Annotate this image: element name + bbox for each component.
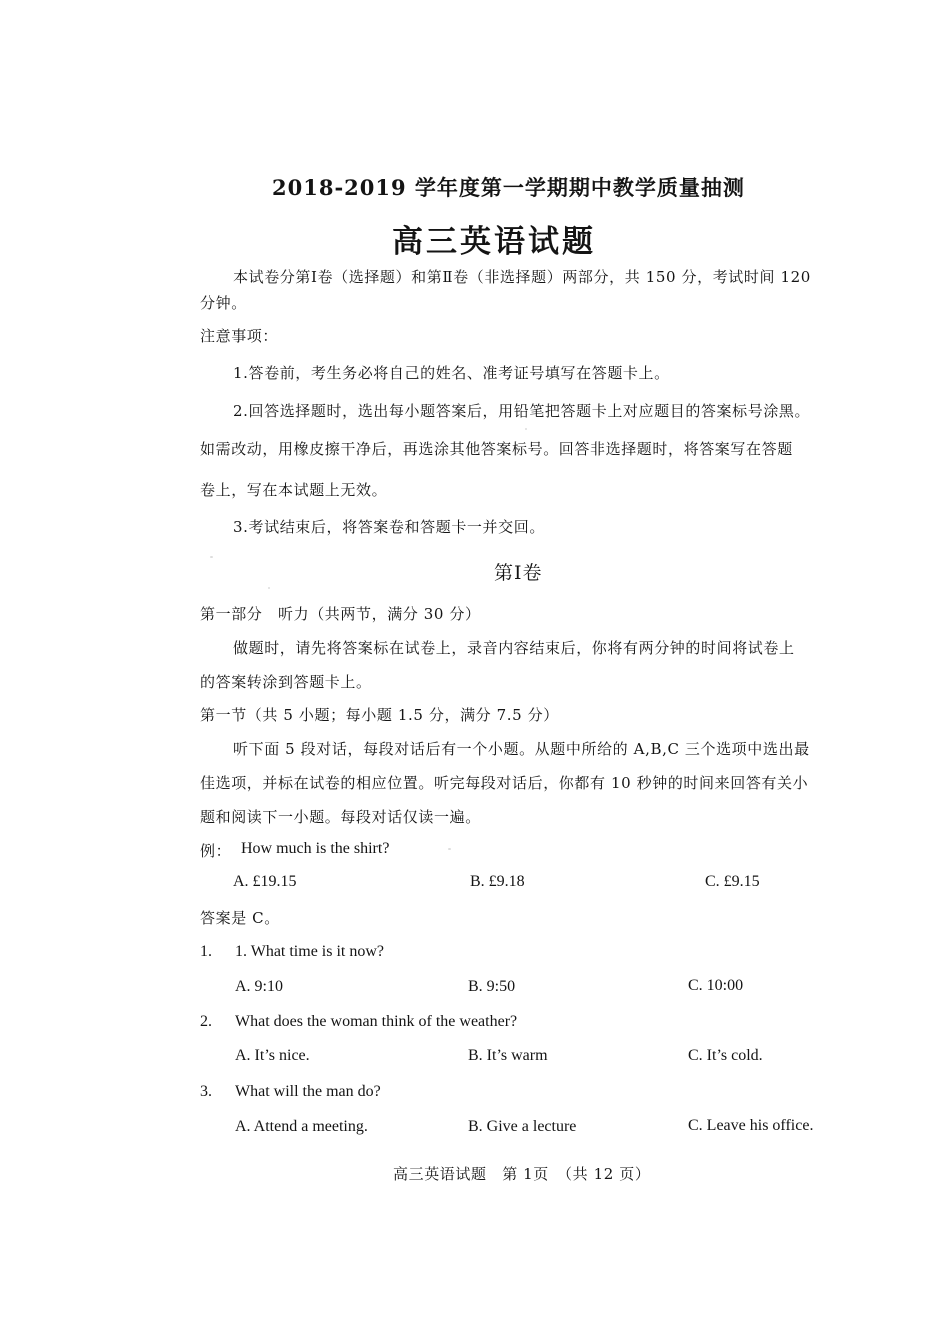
question-2-option-a: A. It’s nice. (235, 1047, 310, 1064)
section1-heading: 第一节（共 5 小题；每小题 1.5 分，满分 7.5 分） (200, 706, 559, 724)
section1-desc-line-2: 佳选项，并标在试卷的相应位置。听完每段对话后，你都有 10 秒钟的时间来回答有关小 (200, 774, 809, 792)
note-item-2-line-2: 如需改动，用橡皮擦干净后，再选涂其他答案标号。回答非选择题时，将答案写在答题 (200, 440, 793, 458)
part1-heading: 第一部分 听力（共两节，满分 30 分） (200, 605, 481, 623)
exam-year-title: 2018-2019 学年度第一学期期中教学质量抽测 (272, 175, 745, 200)
scan-speck (448, 848, 451, 850)
page-footer: 高三英语试题 第 1页 （共 12 页） (393, 1165, 651, 1183)
volume-heading: 第Ⅰ卷 (494, 562, 543, 584)
section1-desc-line-3: 题和阅读下一小题。每段对话仅读一遍。 (200, 808, 481, 826)
question-2-text: What does the woman think of the weather? (235, 1013, 518, 1030)
scan-speck (268, 587, 270, 589)
note-item-1: 1.答卷前，考生务必将自己的姓名、准考证号填写在答题卡上。 (233, 364, 670, 382)
question-3-number: 3. (200, 1083, 212, 1100)
question-1-option-a: A. 9:10 (235, 978, 283, 995)
question-2-number: 2. (200, 1013, 212, 1030)
question-1-number: 1. (200, 943, 212, 960)
example-option-a: A. £19.15 (233, 873, 297, 890)
question-2-option-c: C. It’s cold. (688, 1047, 763, 1064)
question-1-text: 1. What time is it now? (235, 943, 385, 960)
example-answer: 答案是 C。 (200, 909, 280, 927)
exam-subject-title: 高三英语试题 (392, 224, 596, 260)
notes-heading: 注意事项： (200, 327, 279, 345)
part1-desc-line-2: 的答案转涂到答题卡上。 (200, 673, 372, 691)
question-3-option-b: B. Give a lecture (468, 1118, 577, 1135)
section1-desc-line-1: 听下面 5 段对话，每段对话后有一个小题。从题中所给的 A,B,C 三个选项中选出最 (233, 740, 810, 758)
scan-speck (525, 428, 527, 430)
question-2-option-b: B. It’s warm (468, 1047, 548, 1064)
intro-line-2: 分钟。 (200, 294, 247, 312)
question-3-text: What will the man do? (235, 1083, 381, 1100)
intro-line-1: 本试卷分第Ⅰ卷（选择题）和第Ⅱ卷（非选择题）两部分，共 150 分，考试时间 120 (233, 268, 811, 286)
example-label: 例： (200, 842, 232, 860)
part1-desc-line-1: 做题时，请先将答案标在试卷上，录音内容结束后，你将有两分钟的时间将试卷上 (233, 639, 795, 657)
question-1-option-c: C. 10:00 (688, 977, 744, 994)
question-3-option-a: A. Attend a meeting. (235, 1118, 368, 1135)
scan-speck (210, 556, 213, 558)
note-item-2-line-3: 卷上，写在本试题上无效。 (200, 481, 388, 499)
question-3-option-c: C. Leave his office. (688, 1117, 814, 1134)
example-question: How much is the shirt? (241, 840, 390, 857)
note-item-3: 3.考试结束后，将答案卷和答题卡一并交回。 (233, 518, 545, 536)
note-item-2-line-1: 2.回答选择题时，选出每小题答案后，用铅笔把答题卡上对应题目的答案标号涂黑。 (233, 402, 811, 420)
example-option-b: B. £9.18 (470, 873, 525, 890)
example-option-c: C. £9.15 (705, 873, 760, 890)
question-1-option-b: B. 9:50 (468, 978, 516, 995)
